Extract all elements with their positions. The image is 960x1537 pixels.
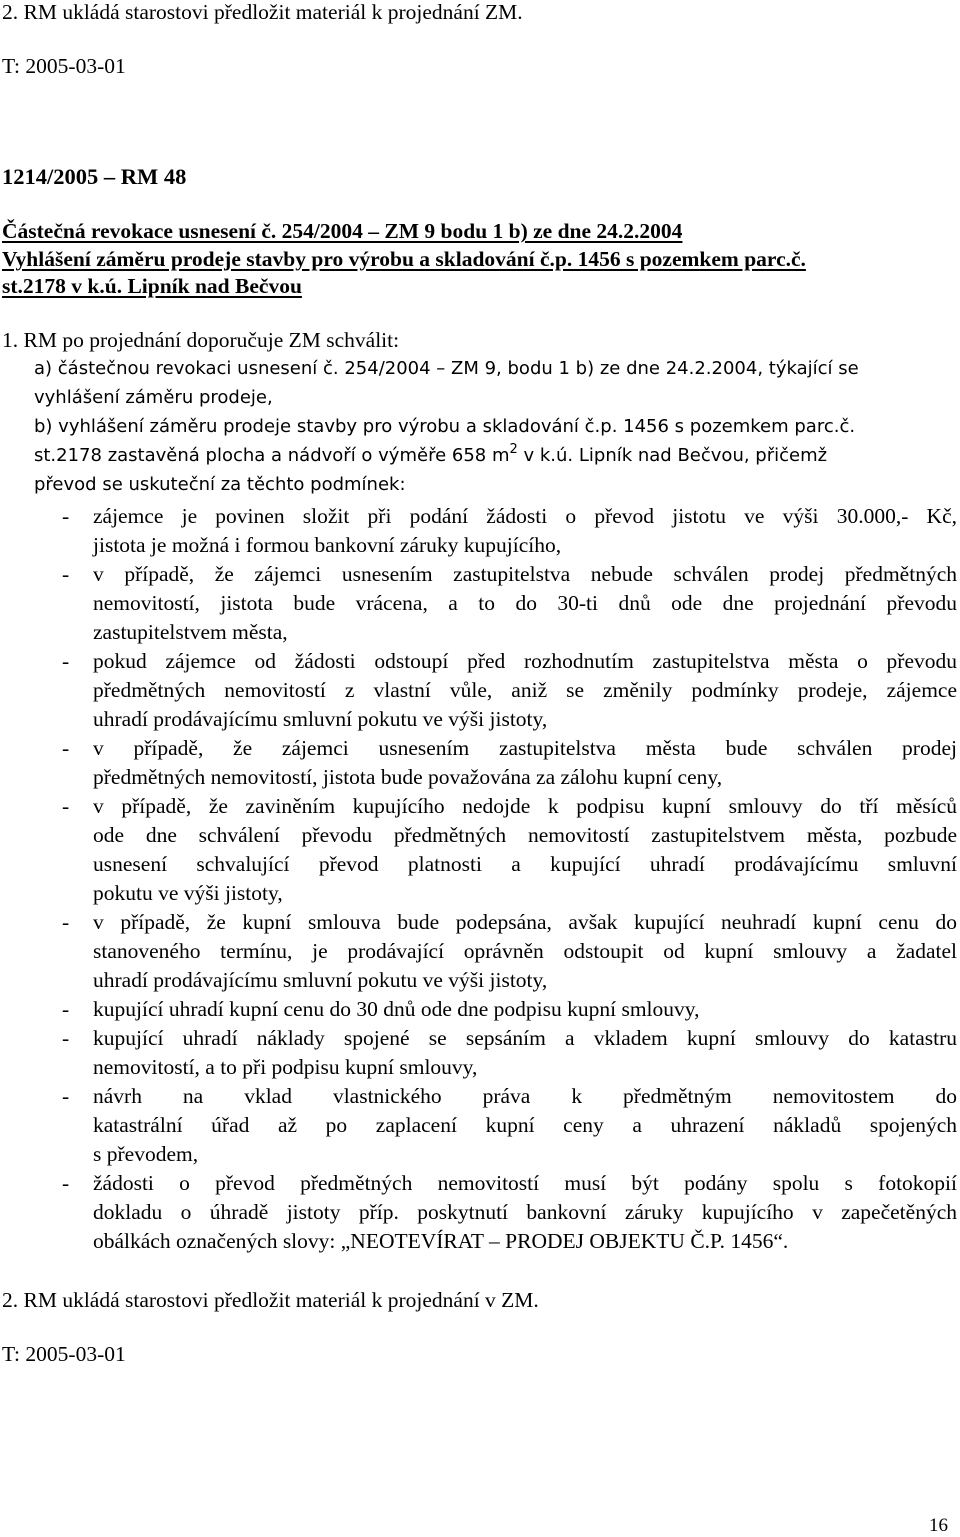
condition-2-line-1: v případě, že zájemci usnesením zastupitelstva nebude schválen prodej předmětných [93, 562, 957, 586]
title-line-1: Částečná revokace usnesení č. 254/2004 – ZM 9 bodu 1 b) ze dne 24.2.2004 [2, 219, 683, 243]
condition-8-line-1: kupující uhradí náklady spojené se sepsáním a vkladem kupní smlouvy do katastru [93, 1026, 957, 1050]
condition-6-line-1: v případě, že kupní smlouva bude podepsána, avšak kupující neuhradí kupní cenu do [93, 910, 957, 934]
condition-9-line-2: katastrální úřad až po zaplacení kupní ceny a uhrazení nákladů spojených [93, 1113, 957, 1137]
top-item: 2. RM ukládá starostovi předložit materiál k projednání ZM. [2, 0, 523, 24]
condition-9-dash: - [62, 1084, 70, 1108]
condition-3-line-1: pokud zájemce od žádosti odstoupí před rozhodnutím zastupitelstva města o převodu [93, 649, 957, 673]
resolution-number: 1214/2005 – RM 48 [2, 164, 187, 189]
condition-1-dash: - [62, 504, 70, 528]
condition-7-dash: - [62, 997, 70, 1021]
area-pre: st.2178 zastavěná plocha a nádvoří o výměře 658 m [34, 445, 510, 466]
condition-2-line-2: nemovitostí, jistota bude vrácena, a to do 30-ti dnů ode dne projednání převodu [93, 591, 957, 615]
condition-10-line-3: obálkách označených slovy: „NEOTEVÍRAT – PRODEJ OBJEKTU Č.P. 1456“. [93, 1229, 789, 1253]
condition-7-line-1: kupující uhradí kupní cenu do 30 dnů ode dne podpisu kupní smlouvy, [93, 997, 700, 1021]
condition-1-line-2: jistota je možná i formou bankovní záruky kupujícího, [93, 533, 562, 557]
condition-10-dash: - [62, 1171, 70, 1195]
condition-8-dash: - [62, 1026, 70, 1050]
item1-line-a: a) částečnou revokaci usnesení č. 254/2004 – ZM 9, bodu 1 b) ze dne 24.2.2004, týkající se [34, 358, 859, 379]
item2: 2. RM ukládá starostovi předložit materiál k projednání v ZM. [2, 1288, 539, 1312]
condition-3-dash: - [62, 649, 70, 673]
condition-10-line-2: dokladu o úhradě jistoty příp. poskytnutí bankovní záruky kupujícího v zapečetěných [93, 1200, 957, 1224]
condition-10-line-1: žádosti o převod předmětných nemovitostí musí být podány spolu s fotokopií [93, 1171, 957, 1195]
condition-1-line-1: zájemce je povinen složit při podání žádosti o převod jistotu ve výši 30.000,- Kč, [93, 504, 957, 528]
condition-2-dash: - [62, 562, 70, 586]
item1-line-a2: vyhlášení záměru prodeje, [34, 387, 273, 408]
item1-area-line [34, 442, 828, 466]
condition-5-line-3: usnesení schvalující převod platnosti a kupující uhradí prodávajícímu smluvní [93, 852, 957, 876]
area-superscript: 2 [509, 442, 518, 457]
condition-2-line-3: zastupitelstvem města, [93, 620, 288, 644]
condition-3-line-3: uhradí prodávajícímu smluvní pokutu ve výši jistoty, [93, 707, 548, 731]
condition-6-line-2: stanoveného termínu, je prodávající oprávněn odstoupit od kupní smlouvy a žadatel [93, 939, 957, 963]
condition-5-line-4: pokutu ve výši jistoty, [93, 881, 283, 905]
condition-5-dash: - [62, 794, 70, 818]
page-number: 16 [929, 1515, 948, 1536]
transfer-conditions-intro: převod se uskuteční za těchto podmínek: [34, 474, 406, 495]
item1-head: 1. RM po projednání doporučuje ZM schválit: [2, 328, 400, 352]
condition-4-line-2: předmětných nemovitostí, jistota bude považována za zálohu kupní ceny, [93, 765, 723, 789]
condition-9-line-1: návrh na vklad vlastnického práva k předmětným nemovitostem do [93, 1084, 957, 1108]
condition-3-line-2: předmětných nemovitostí z vlastní vůle, aniž se změnily podmínky prodeje, zájemce [93, 678, 957, 702]
area-post: v k.ú. Lipník nad Bečvou, přičemž [517, 445, 828, 466]
item2-term: T: 2005-03-01 [2, 1342, 126, 1366]
condition-8-line-2: nemovitostí, a to při podpisu kupní smlouvy, [93, 1055, 478, 1079]
condition-6-dash: - [62, 910, 70, 934]
top-term: T: 2005-03-01 [2, 54, 126, 78]
condition-6-line-3: uhradí prodávajícímu smluvní pokutu ve výši jistoty, [93, 968, 548, 992]
condition-4-line-1: v případě, že zájemci usnesením zastupitelstva města bude schválen prodej [93, 736, 957, 760]
condition-4-dash: - [62, 736, 70, 760]
condition-5-line-1: v případě, že zaviněním kupujícího nedojde k podpisu kupní smlouvy do tří měsíců [93, 794, 957, 818]
condition-5-line-2: ode dne schválení převodu předmětných nemovitostí zastupitelstvem města, pozbude [93, 823, 957, 847]
title-line-3: st.2178 v k.ú. Lipník nad Bečvou [2, 274, 302, 298]
condition-9-line-3: s převodem, [93, 1142, 199, 1166]
item1-line-b: b) vyhlášení záměru prodeje stavby pro výrobu a skladování č.p. 1456 s pozemkem parc.č. [34, 416, 856, 437]
title-line-2: Vyhlášení záměru prodeje stavby pro výrobu a skladování č.p. 1456 s pozemkem parc.č. [2, 247, 806, 271]
